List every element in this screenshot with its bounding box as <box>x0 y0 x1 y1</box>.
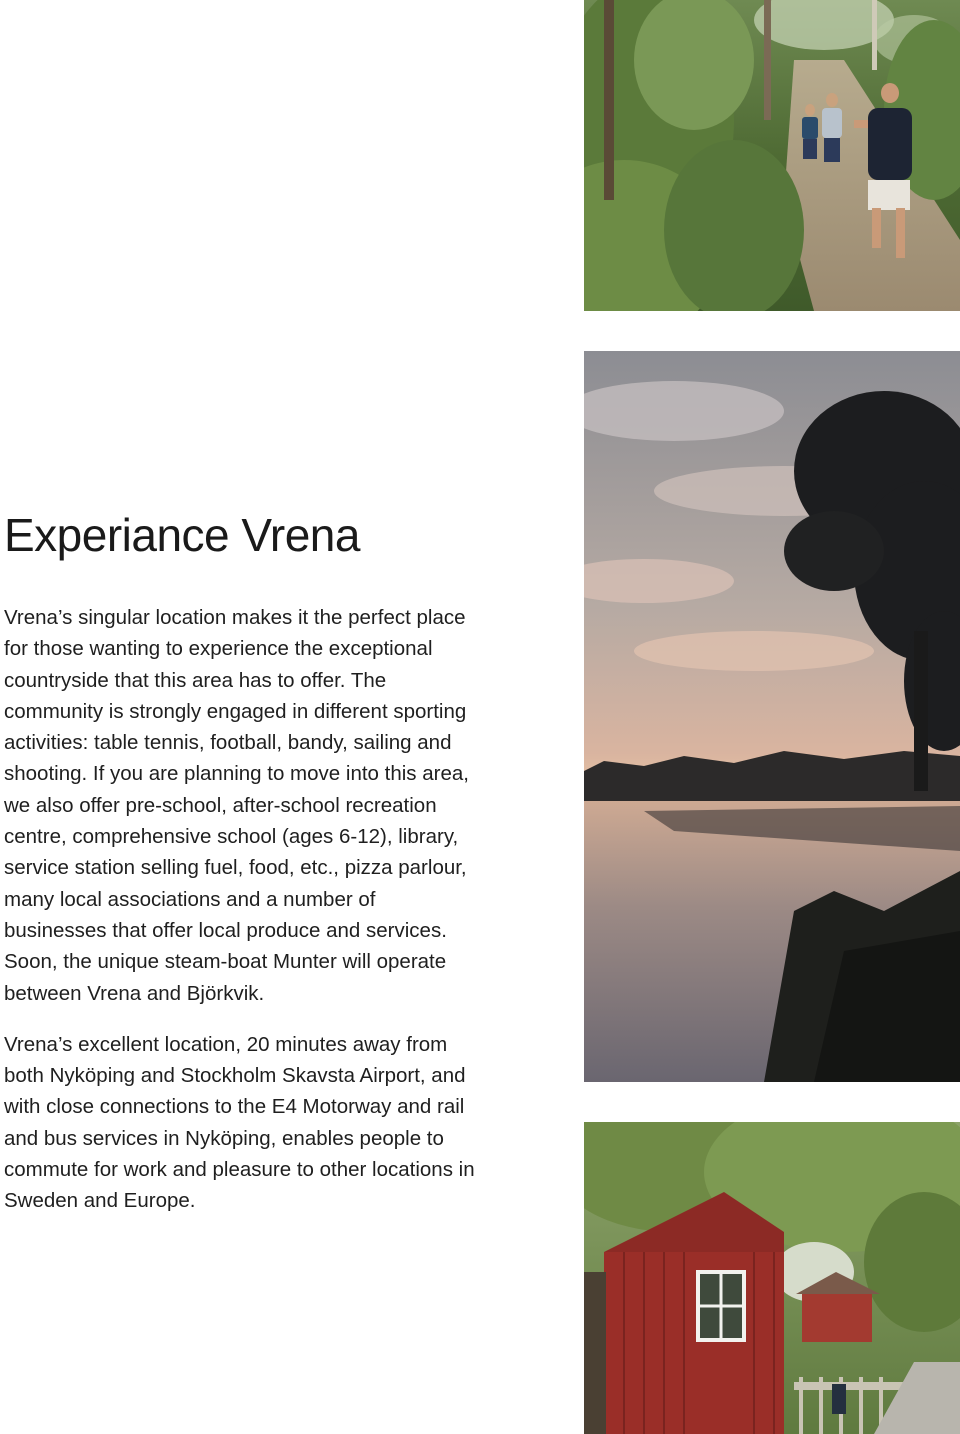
photo-forest-runners <box>584 0 960 311</box>
paragraph-location: Vrena’s excellent location, 20 minutes away from both Nyköping and Stockholm Skavsta Airport, and with close connections to the E4 Motorway and rail and bus services in Nyköping, enables people to commute for work and pleasure to other locations in Sweden and Europe. <box>4 1032 475 1213</box>
photo-lake-sunset <box>584 351 960 1082</box>
page-title: Experiance Vrena <box>4 509 360 561</box>
paragraph-intro: Vrena’s singular location makes it the perfect place for those wanting to experience the exceptional countryside that this area has to offer. The community is strongly engaged in different sporting activities: table tennis, football, bandy, sailing and shooting. If you are planning to move into this area, we also offer pre-school, after-school recreation centre, comprehensive school (ages 6-12), library, service station selling fuel, food, etc., pizza parlour, many local associations and a number of businesses that offer local produce and services. Soon, the unique steam-boat Munter will operate between Vrena and Björkvik. <box>4 606 469 1005</box>
article <box>4 500 479 1237</box>
photo-red-house <box>584 1122 960 1434</box>
